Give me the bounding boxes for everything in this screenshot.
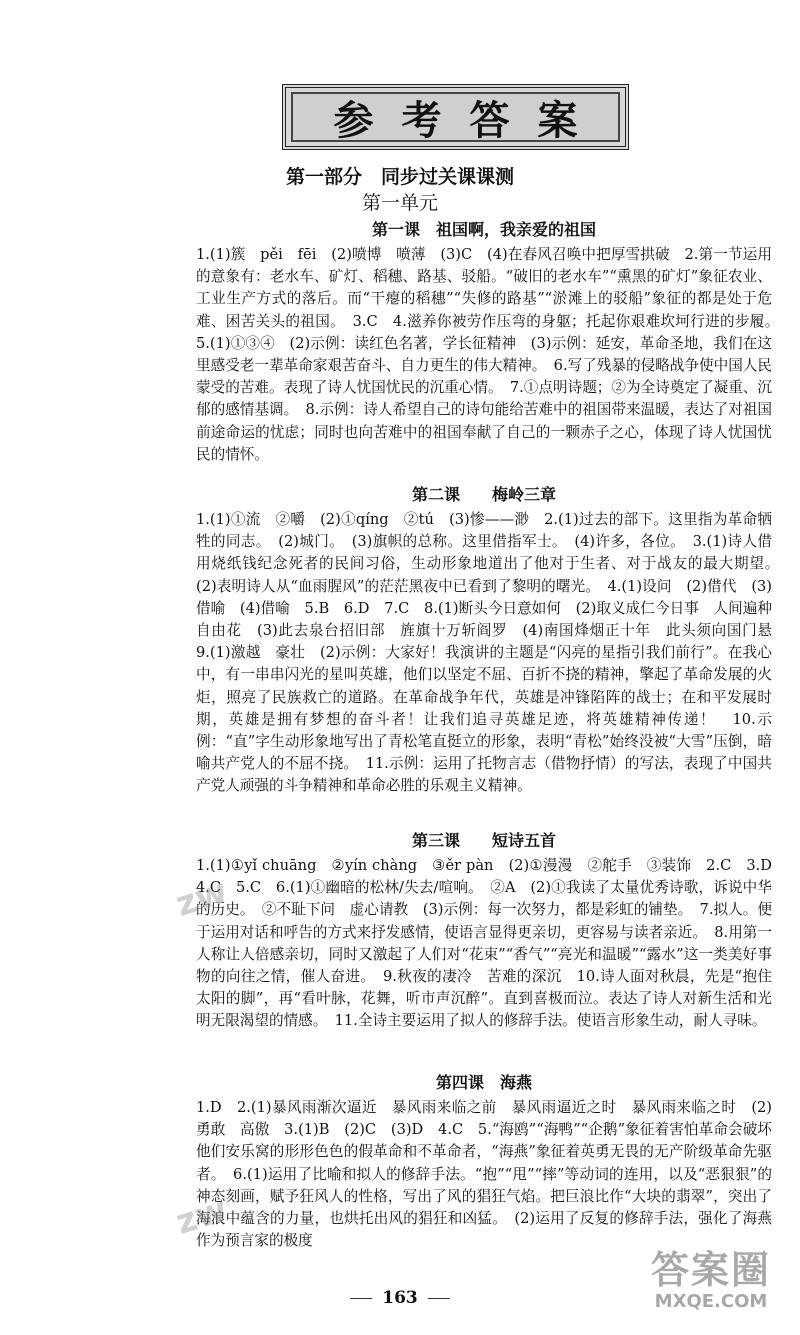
lesson-title: 第二课 梅岭三章 [411, 485, 556, 504]
lesson-4 [196, 1070, 772, 1252]
site-watermark [628, 1248, 794, 1330]
lesson-3 [196, 828, 787, 1033]
unit-title: 第一单元 [361, 192, 438, 214]
part-title: 第一部分 同步过关课课测 [285, 166, 514, 188]
watermark-mark: zw [171, 1189, 233, 1243]
lesson-answers: 1.(1)①流 ②嚼 (2)①qíng ②tú (3)惨——渺 2.(1)过去的部下。这里指为革命牺牲的同志。 (2)城门。 (3)旗帜的总称。这里借指军士。 (4)许多，各位。 3.(1)诗人借用烧纸钱纪念死者的民间习俗，生动形象地道出了他对于生者、对于战友的最大期望。 (2)表明诗人从“血雨腥风”的茫茫黑夜中已看到了黎明的曙光。 4.(1)设问 (2)借代 (3)借喻 (4)借喻 5.B 6.D 7.C 8.(1)断头今日意如何 (2)取义成仁今日事 人间遍种自由花 (3)此去泉台招旧部 旌旗十万斩阎罗 (4)南国烽烟正十年 此头须向国门悬 9.(1)激越 豪壮 (2)示例：大家好！我演讲的主题是“闪亮的星指引我们前行”。在我心中，有一串串闪光的星叫英雄，他们以坚定不屈、百折不挠的精神，擎起了革命发展的火炬，照亮了民族救亡的道路。在革命战争年代，英雄是冲锋陷阵的战士；在和平发展时期，英雄是拥有梦想的奋斗者！让我们追寻英雄足迹，将英雄精神传递！ 10.示例：“直”字生动形象地写出了青松笔直挺立的形象，表明“青松”始终没被“大雪”压倒，暗喻共产党人的不屈不挠。 11.示例：运用了托物言志（借物抒情）的写法，表现了中国共产党人顽强的斗争精神和革命必胜的乐观主义精神。 [196, 511, 787, 795]
lesson-2 [196, 482, 787, 798]
lesson-answers: 1.(1)簇 pěi fēi (2)喷博 喷薄 (3)C (4)在春风召唤中把厚雪拱破 2.第一节运用的意象有：老水车、矿灯、稻穗、路基、驳船。“破旧的老水车”“熏黑的矿灯”象征农业、工业生产方式的落后。而“干瘪的稻穗”“失修的路基”“淤滩上的驳船”象征的都是处于危难、困苦关头的祖国。 3.C 4.滋养你被劳作压弯的身躯；托起你艰难坎坷行进的步履。 5.(1)①③④ (2)示例：读红色名著，学长征精神 (3)示例：延安，革命圣地，我们在这里感受老一辈革命家艰苦奋斗、自力更生的伟大精神。 6.写了残暴的侵略战争使中国人民蒙受的苦难。表现了诗人忧国忧民的沉重心情。 7.①点明诗题；②为全诗奠定了凝重、沉郁的感情基调。 8.示例：诗人希望自己的诗句能给苦难中的祖国带来温暖，表达了对祖国前途命运的忧虑；同时也向苦难中的祖国奉献了自己的一颗赤子之心，体现了诗人忧国忧民的情怀。 [196, 246, 787, 463]
lesson-title: 第四课 海燕 [435, 1073, 532, 1092]
lesson-title: 第一课 祖国啊，我亲爱的祖国 [371, 220, 596, 239]
lesson-1 [196, 217, 787, 466]
watermark-url: MXQE.COM [654, 1291, 768, 1312]
lesson-title: 第三课 短诗五首 [411, 831, 556, 850]
answer-key-banner [282, 84, 629, 150]
page-number: 163 [0, 1288, 800, 1308]
banner-title: 参考答案 [291, 92, 620, 141]
lesson-answers: 1.(1)①yǐ chuāng ②yín chàng ③ěr pàn (2)①漫漫 ②舵手 ③装饰 2.C 3.D 4.C 5.C 6.(1)①幽暗的松林/失去/喧响。 ②A (2)①我读了太量优秀诗歌，诉说中华的历史。 ②不耻下问 虚心请教 (3)示例：每一次努力，都是彩虹的铺垫。 7.拟人。便于运用对话和呼告的方式来抒发感情，使语言显得更亲切，更容易与读者亲近。 8.用第一人称让人倍感亲切，同时又激起了人们对“花束”“香气”“亮光和温暖”“露水”这一类美好事物的向往之情，催人奋进。 9.秋夜的凄冷 苦难的深沉 10.诗人面对秋晨，先是“抱住太阳的脚”，再“看叶脉，花舞，听市声沉醉”。直到喜极而泣。表达了诗人对新生活和光明无限渴望的情感。 11.全诗主要运用了拟人的修辞手法。使语言形象生动，耐人寻味。 [196, 857, 787, 1030]
watermark-logo-text: 答案圈 [650, 1248, 771, 1292]
watermark-mark: zw [171, 871, 233, 925]
lesson-answers: 1.D 2.(1)暴风雨渐次逼近 暴风雨来临之前 暴风雨逼近之时 暴风雨来临之时 (2)勇敢 高傲 3.(1)B (2)C (3)D 4.C 5.“海鸥”“海鸭”“企鹅”象征着害怕革命会破坏他们安乐窝的形形色色的假革命和不革命者，“海燕”象征着英勇无畏的无产阶级革命先驱者。 6.(1)运用了比喻和拟人的修辞手法。“抱”“甩”“摔”等动词的连用，以及“恶狠狠”的神态刻画，赋予狂风人的性格，写出了风的猖狂气焰。把巨浪比作“大块的翡翠”，突出了海浪中蕴含的力量，也烘托出风的猖狂和凶猛。 (2)运用了反复的修辞手法，强化了海燕作为预言家的极度 [196, 1099, 772, 1250]
